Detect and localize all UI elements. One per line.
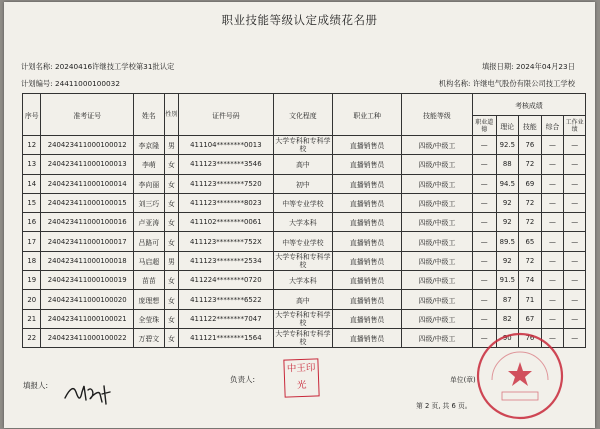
cell-name: 刘三巧 <box>133 193 164 212</box>
cell-seq: 14 <box>23 174 41 193</box>
table-row <box>23 193 586 212</box>
cell-name: 苗苗 <box>133 271 164 290</box>
cell-skill: 76 <box>519 328 542 347</box>
table-row <box>23 174 586 193</box>
cell-level: 四级/中级工 <box>402 251 473 270</box>
cell-occupation: 直播销售员 <box>333 290 402 309</box>
cell-seq: 21 <box>23 309 41 328</box>
cell-name: 卢亚涛 <box>133 213 164 232</box>
cell-level: 四级/中级工 <box>402 328 473 347</box>
cell-theory: 94.5 <box>496 174 519 193</box>
cell-moral: — <box>472 309 496 328</box>
header-education: 文化程度 <box>273 94 333 136</box>
cell-work: — <box>564 328 586 347</box>
cell-id-no: 411123********752X <box>179 232 274 251</box>
cell-ticket: 240423411000100013 <box>41 155 133 174</box>
cell-moral: — <box>472 271 496 290</box>
header-scores: 考核成绩 <box>472 94 585 116</box>
cell-theory: 88 <box>496 155 519 174</box>
cell-seq: 13 <box>23 155 41 174</box>
cell-theory: 92 <box>496 213 519 232</box>
cell-work: — <box>564 174 586 193</box>
cell-education: 初中 <box>273 174 333 193</box>
cell-id-no: 411123********3546 <box>179 155 274 174</box>
cell-level: 四级/中级工 <box>402 136 473 155</box>
cell-occupation: 直播销售员 <box>333 193 402 212</box>
cell-occupation: 直播销售员 <box>333 136 402 155</box>
cell-level: 四级/中级工 <box>402 213 473 232</box>
cell-work: — <box>564 136 586 155</box>
cell-gender: 女 <box>164 155 178 174</box>
cell-skill: 67 <box>519 309 542 328</box>
cell-occupation: 直播销售员 <box>333 232 402 251</box>
plan-number: 计划编号: 24411000100032 <box>21 79 120 88</box>
cell-work: — <box>564 309 586 328</box>
cell-education: 中等专业学校 <box>273 193 333 212</box>
organization-name: 机构名称: 许继电气股份有限公司技工学校 <box>438 79 575 88</box>
cell-education: 大学本科 <box>273 271 333 290</box>
plan-name: 计划名称: 20240416许继技工学校第31批认定 <box>21 62 175 71</box>
cell-level: 四级/中级工 <box>402 271 473 290</box>
cell-occupation: 直播销售员 <box>333 174 402 193</box>
cell-seq: 12 <box>23 136 41 155</box>
cell-overall: — <box>541 155 564 174</box>
cell-work: — <box>564 155 586 174</box>
cell-ticket: 240423411000100016 <box>41 213 133 232</box>
cell-skill: 72 <box>519 251 542 270</box>
cell-id-no: 411123********6522 <box>179 290 274 309</box>
cell-occupation: 直播销售员 <box>333 251 402 270</box>
header-name: 姓名 <box>133 94 164 136</box>
cell-skill: 74 <box>519 271 542 290</box>
table-row <box>23 271 586 290</box>
header-overall: 综合 <box>541 116 564 136</box>
cell-level: 四级/中级工 <box>402 174 473 193</box>
cell-name: 吕路可 <box>133 232 164 251</box>
cell-id-no: 411104********0013 <box>179 136 274 155</box>
personal-seal-stamp: 中王印光 <box>283 358 319 397</box>
cell-education: 高中 <box>273 155 333 174</box>
cell-id-no: 411123********2534 <box>179 251 274 270</box>
cell-moral: — <box>472 213 496 232</box>
cell-occupation: 直播销售员 <box>333 155 402 174</box>
cell-work: — <box>564 290 586 309</box>
table-row <box>23 155 586 174</box>
cell-ticket: 240423411000100014 <box>41 174 133 193</box>
cell-moral: — <box>472 251 496 270</box>
unit-seal-label: 单位(章) <box>450 376 476 384</box>
cell-occupation: 直播销售员 <box>333 213 402 232</box>
cell-overall: — <box>541 232 564 251</box>
cell-gender: 女 <box>164 309 178 328</box>
cell-work: — <box>564 271 586 290</box>
cell-work: — <box>564 213 586 232</box>
cell-level: 四级/中级工 <box>402 155 473 174</box>
cell-overall: — <box>541 309 564 328</box>
cell-overall: — <box>541 271 564 290</box>
cell-ticket: 240423411000100020 <box>41 290 133 309</box>
cell-skill: 71 <box>519 290 542 309</box>
fill-date: 填报日期: 2024年04月23日 <box>482 62 575 71</box>
cell-gender: 女 <box>164 232 178 251</box>
cell-level: 四级/中级工 <box>402 193 473 212</box>
cell-level: 四级/中级工 <box>402 232 473 251</box>
cell-occupation: 直播销售员 <box>333 271 402 290</box>
cell-education: 中等专业学校 <box>273 232 333 251</box>
table-row <box>23 309 586 328</box>
cell-seq: 22 <box>23 328 41 347</box>
filler-signature <box>62 380 112 408</box>
cell-moral: — <box>472 136 496 155</box>
cell-ticket: 240423411000100017 <box>41 232 133 251</box>
header-moral: 职业道德 <box>472 116 496 136</box>
header-skill: 技能 <box>519 116 542 136</box>
cell-seq: 17 <box>23 232 41 251</box>
cell-seq: 20 <box>23 290 41 309</box>
cell-overall: — <box>541 213 564 232</box>
cell-theory: 90 <box>496 328 519 347</box>
header-id-number: 证件号码 <box>179 94 274 136</box>
cell-moral: — <box>472 193 496 212</box>
cell-ticket: 240423411000100021 <box>41 309 133 328</box>
cell-overall: — <box>541 251 564 270</box>
document-title: 职业技能等级认定成绩花名册 <box>221 13 378 27</box>
cell-name: 李向丽 <box>133 174 164 193</box>
cell-work: — <box>564 193 586 212</box>
cell-skill: 72 <box>519 193 542 212</box>
cell-overall: — <box>541 193 564 212</box>
cell-ticket: 240423411000100015 <box>41 193 133 212</box>
cell-id-no: 411123********7520 <box>179 174 274 193</box>
cell-name: 万碧文 <box>133 328 164 347</box>
cell-work: — <box>564 251 586 270</box>
cell-education: 大学本科 <box>273 213 333 232</box>
cell-skill: 72 <box>519 155 542 174</box>
cell-moral: — <box>472 174 496 193</box>
cell-gender: 男 <box>164 136 178 155</box>
cell-ticket: 240423411000100018 <box>41 251 133 270</box>
cell-id-no: 411121********1564 <box>179 328 274 347</box>
cell-moral: — <box>472 232 496 251</box>
cell-theory: 89.5 <box>496 232 519 251</box>
header-seq: 序号 <box>23 94 41 136</box>
cell-theory: 82 <box>496 309 519 328</box>
cell-moral: — <box>472 290 496 309</box>
cell-occupation: 直播销售员 <box>333 328 402 347</box>
table-row <box>23 213 586 232</box>
cell-gender: 女 <box>164 271 178 290</box>
page-info: 第 2 页, 共 6 页。 <box>416 402 472 410</box>
table-row <box>23 251 586 270</box>
cell-moral: — <box>472 155 496 174</box>
cell-education: 大学专科和专科学校 <box>273 251 333 270</box>
cell-seq: 18 <box>23 251 41 270</box>
cell-id-no: 411102********0061 <box>179 213 274 232</box>
cell-level: 四级/中级工 <box>402 309 473 328</box>
table-row <box>23 136 586 155</box>
cell-moral: — <box>472 328 496 347</box>
cell-name: 李萌 <box>133 155 164 174</box>
cell-occupation: 直播销售员 <box>333 309 402 328</box>
responsible-label: 负责人: <box>230 375 256 384</box>
cell-skill: 76 <box>519 136 542 155</box>
cell-name: 李京隆 <box>133 136 164 155</box>
filler-label: 填报人: <box>23 381 49 390</box>
cell-theory: 91.5 <box>496 271 519 290</box>
official-round-stamp <box>474 330 566 422</box>
cell-skill: 72 <box>519 213 542 232</box>
header-theory: 理论 <box>496 116 519 136</box>
document-paper <box>4 2 595 428</box>
cell-id-no: 411122********7047 <box>179 309 274 328</box>
cell-overall: — <box>541 290 564 309</box>
cell-skill: 69 <box>519 174 542 193</box>
cell-seq: 16 <box>23 213 41 232</box>
cell-gender: 女 <box>164 328 178 347</box>
cell-id-no: 411123********8023 <box>179 193 274 212</box>
cell-id-no: 411224********0720 <box>179 271 274 290</box>
cell-theory: 92 <box>496 193 519 212</box>
cell-work: — <box>564 232 586 251</box>
table-row <box>23 290 586 309</box>
cell-seq: 19 <box>23 271 41 290</box>
cell-ticket: 240423411000100022 <box>41 328 133 347</box>
cell-gender: 女 <box>164 193 178 212</box>
cell-theory: 92.5 <box>496 136 519 155</box>
cell-overall: — <box>541 328 564 347</box>
header-occupation: 职业工种 <box>333 94 402 136</box>
cell-overall: — <box>541 136 564 155</box>
cell-gender: 女 <box>164 213 178 232</box>
cell-theory: 92 <box>496 251 519 270</box>
cell-name: 庞理想 <box>133 290 164 309</box>
cell-skill: 65 <box>519 232 542 251</box>
cell-education: 大学专科和专科学校 <box>273 328 333 347</box>
cell-theory: 87 <box>496 290 519 309</box>
score-roster-table <box>22 93 586 348</box>
cell-education: 高中 <box>273 290 333 309</box>
cell-gender: 男 <box>164 251 178 270</box>
cell-overall: — <box>541 174 564 193</box>
header-gender: 性别 <box>164 94 178 136</box>
cell-level: 四级/中级工 <box>402 290 473 309</box>
header-work: 工作业绩 <box>564 116 586 136</box>
cell-name: 全莹珠 <box>133 309 164 328</box>
cell-seq: 15 <box>23 193 41 212</box>
cell-gender: 女 <box>164 290 178 309</box>
cell-ticket: 240423411000100019 <box>41 271 133 290</box>
header-ticket: 准考证号 <box>41 94 133 136</box>
cell-ticket: 240423411000100012 <box>41 136 133 155</box>
cell-education: 大学专科和专科学校 <box>273 136 333 155</box>
cell-gender: 女 <box>164 174 178 193</box>
table-row <box>23 232 586 251</box>
cell-education: 大学专科和专科学校 <box>273 309 333 328</box>
header-skill-level: 技能等级 <box>402 94 473 136</box>
cell-name: 马启超 <box>133 251 164 270</box>
